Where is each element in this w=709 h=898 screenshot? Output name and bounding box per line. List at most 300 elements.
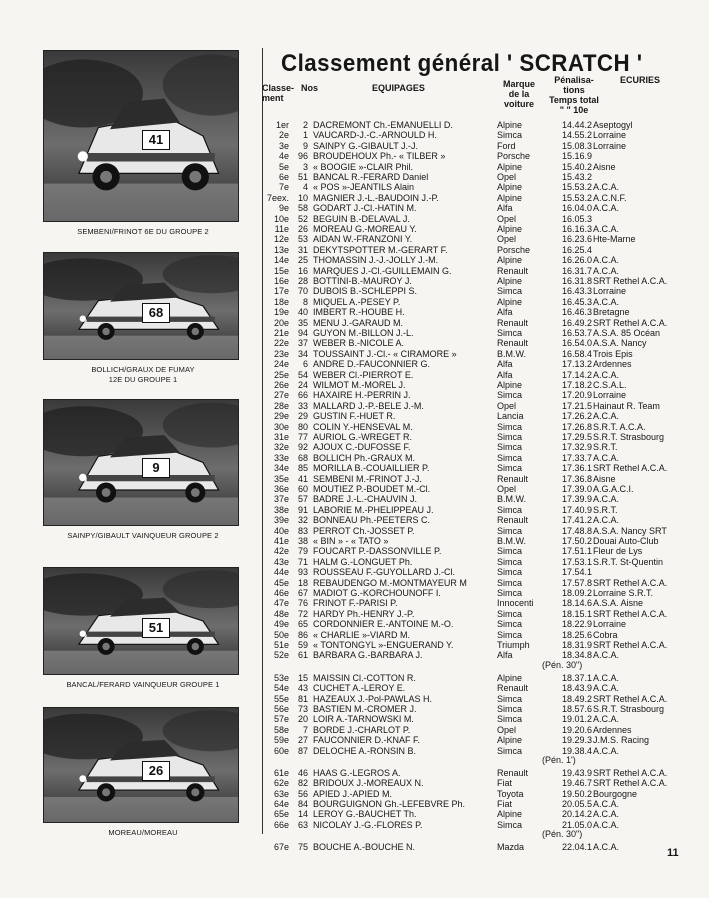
rank-cell: 22e (273, 338, 289, 349)
rank-cell: 19e (273, 307, 289, 318)
table-row (0, 141, 709, 152)
team-cell: Bretagne (593, 307, 630, 318)
table-row (0, 725, 709, 736)
make-cell: Alpine (497, 735, 523, 746)
number-cell: 4 (302, 182, 308, 193)
time-cell: 16.26.0 (561, 255, 592, 266)
team-cell: SRT Rethel A.C.A. (593, 693, 668, 704)
crew-cell: APIED J.-APIED M. (313, 788, 393, 799)
time-cell: 16.23.6 (561, 234, 592, 245)
table-row (0, 203, 709, 214)
time-cell: 14.44.2 (561, 120, 592, 130)
time-cell: 18.57.6 (561, 703, 592, 714)
crew-cell: BOLLICH Ph.-GRAUX M. (313, 452, 416, 463)
team-cell: Hte-Marne (593, 234, 636, 245)
time-cell: 17.53.1 (561, 556, 592, 567)
crew-cell: AIDAN W.-FRANZONI Y. (313, 234, 413, 245)
rank-cell: 13e (273, 244, 289, 255)
make-cell: Toyota (497, 788, 524, 799)
number-cell: 6 (302, 359, 308, 370)
rank-cell: 62e (273, 778, 289, 789)
time-cell: 16.54.0 (561, 338, 592, 349)
rank-cell: 21e (273, 328, 289, 338)
team-cell: SRT Rethel A.C.A. (593, 577, 668, 588)
table-row (0, 567, 709, 578)
rank-cell: 12e (273, 234, 289, 245)
number-cell: 77 (297, 432, 308, 442)
car-number-label: 51 (142, 618, 170, 638)
table-row (0, 474, 709, 485)
number-cell: 70 (297, 286, 308, 297)
table-row (0, 735, 709, 746)
number-cell: 58 (297, 203, 308, 214)
number-cell: 59 (297, 640, 308, 650)
rank-cell: 46e (273, 588, 289, 598)
photo-caption-line: BOLLICH/GRAUX DE FUMAY (91, 365, 195, 374)
number-cell: 38 (297, 536, 308, 546)
make-cell: Alpine (497, 809, 523, 820)
time-cell: 17.36.1 (561, 463, 592, 474)
make-cell: Simca (497, 452, 523, 463)
rank-cell: 4e (278, 151, 289, 162)
team-cell: A.C.A. (593, 265, 620, 276)
crew-cell: ROUSSEAU F.-GUYOLLARD J.-Cl. (313, 567, 456, 578)
make-cell: Simca (497, 286, 523, 297)
number-cell: 34 (297, 348, 308, 359)
number-cell: 61 (297, 650, 308, 661)
header-marque-line2: de la (508, 89, 530, 99)
team-cell: S.R.T. Strasbourg (593, 432, 665, 442)
number-cell: 83 (297, 525, 308, 536)
photo-caption-line: SAINPY/GIBAULT VAINQUEUR GROUPE 2 (67, 531, 219, 540)
table-row (0, 442, 709, 453)
crew-cell: BROUDEHOUX Ph.- « TILBER » (313, 151, 446, 162)
crew-cell: MAISSIN Cl.-COTTON R. (313, 672, 416, 683)
team-cell: Lorraine S.R.T. (593, 588, 654, 598)
table-row (0, 359, 709, 370)
number-cell: 68 (297, 452, 308, 463)
table-row (0, 245, 709, 256)
table-row (0, 390, 709, 401)
time-cell: 17.41.2 (561, 515, 592, 526)
car-number-label: 26 (142, 761, 170, 781)
rank-cell: 53e (273, 672, 289, 683)
number-cell: 25 (297, 255, 308, 266)
time-cell: 18.34.8 (561, 650, 592, 661)
crew-cell: BRIDOUX J.-MOREAUX N. (313, 778, 424, 789)
make-cell: Fiat (497, 778, 513, 789)
table-row (0, 328, 709, 339)
time-cell: 16.16.3 (561, 224, 592, 234)
rank-cell: 25e (273, 369, 289, 380)
table-row (0, 307, 709, 318)
crew-cell: LABORIE M.-PHELIPPEAU J. (313, 504, 434, 515)
rank-cell: 1er (275, 120, 289, 130)
make-cell: Alfa (497, 359, 513, 370)
table-row (0, 526, 709, 537)
table-row (0, 286, 709, 297)
make-cell: Simca (497, 504, 523, 515)
number-cell: 2 (302, 120, 308, 130)
rank-cell: 28e (273, 400, 289, 411)
table-row (0, 809, 709, 820)
make-cell: Alpine (497, 192, 523, 203)
team-cell: A.C.A. (593, 255, 620, 266)
team-cell: A.C.A. (593, 842, 620, 853)
make-cell: Alpine (497, 224, 523, 234)
time-cell: 16.53.7 (561, 328, 592, 338)
number-cell: 75 (297, 842, 308, 853)
rank-cell: 6e (278, 172, 289, 182)
car-number-label: 9 (142, 458, 170, 478)
rank-cell: 33e (273, 452, 289, 463)
penalty-note: (Pén. 30") (542, 659, 583, 670)
time-cell: 15.16.9 (561, 151, 592, 162)
crew-cell: MORILLA B.-COUAILLIER P. (313, 463, 430, 474)
number-cell: 86 (297, 629, 308, 640)
car-number-label: 68 (142, 303, 170, 323)
time-cell: 17.40.9 (561, 504, 592, 515)
rank-cell: 63e (273, 788, 289, 799)
table-row (0, 799, 709, 810)
rank-cell: 52e (273, 650, 289, 661)
make-cell: Lancia (497, 411, 524, 422)
table-row (0, 536, 709, 547)
team-cell: Aseptogyl (593, 120, 633, 130)
rank-cell: 37e (273, 494, 289, 505)
table-row (0, 515, 709, 526)
rank-cell: 56e (273, 703, 289, 714)
table-row (0, 255, 709, 266)
crew-cell: MOREAU G.-MOREAU Y. (313, 224, 417, 234)
crew-cell: SEMBENI M.-FRINOT J.-J. (313, 473, 422, 484)
rank-cell: 60e (273, 745, 289, 756)
time-cell: 15.53.2 (561, 192, 592, 203)
crew-cell: FRINOT F.-PARISI P. (313, 598, 398, 609)
make-cell: Alpine (497, 296, 523, 307)
crew-cell: CORDONNIER E.-ANTOINE M.-O. (313, 619, 454, 630)
make-cell: Simca (497, 745, 523, 756)
time-cell: 18.09.2 (561, 588, 592, 598)
rank-cell: 32e (273, 442, 289, 453)
rank-cell: 45e (273, 577, 289, 588)
number-cell: 51 (297, 172, 308, 182)
team-cell: Lorraine (593, 286, 627, 297)
rank-cell: 41e (273, 536, 289, 546)
team-cell: S.R.T. (593, 442, 618, 453)
time-cell: 15.40.2 (561, 161, 592, 172)
table-row (0, 432, 709, 443)
table-row (0, 276, 709, 287)
rank-cell: 34e (273, 463, 289, 474)
make-cell: Simca (497, 567, 523, 578)
make-cell: Simca (497, 130, 523, 141)
crew-cell: WILMOT M.-MOREL J. (313, 380, 406, 390)
rank-cell: 49e (273, 619, 289, 630)
team-cell: Cobra (593, 629, 618, 640)
table-row (0, 494, 709, 505)
make-cell: Alpine (497, 255, 523, 266)
team-cell: A.C.A. (593, 182, 620, 193)
penalty-note: (Pén. 1') (542, 754, 576, 765)
number-cell: 80 (297, 421, 308, 432)
number-cell: 53 (297, 234, 308, 245)
table-row (0, 484, 709, 495)
time-cell: 17.36.8 (561, 473, 592, 484)
make-cell: Alfa (497, 307, 513, 318)
crew-cell: BOUCHE A.-BOUCHE N. (313, 842, 416, 853)
time-cell: 19.50.2 (561, 788, 592, 799)
penalty-note: (Pén. 30") (542, 829, 583, 840)
table-row (0, 151, 709, 162)
rank-cell: 7eex. (266, 192, 289, 203)
team-cell: A.C.A. (593, 494, 620, 505)
time-cell: 17.29.5 (561, 432, 592, 442)
number-cell: 32 (297, 515, 308, 526)
header-classement (262, 83, 294, 103)
table-row (0, 380, 709, 391)
make-cell: Simca (497, 703, 523, 714)
table-row (0, 578, 709, 589)
team-cell: A.C.A. (593, 515, 620, 526)
team-cell: A.C.A. (593, 369, 620, 380)
make-cell: Simca (497, 442, 523, 453)
team-cell: Bourgogne (593, 788, 638, 799)
rank-cell: 61e (273, 767, 289, 778)
header-ecuries: ECURIES (620, 75, 661, 85)
crew-cell: PERROT Ch.-JOSSET P. (313, 525, 415, 536)
make-cell: Alfa (497, 203, 513, 214)
crew-cell: REBAUDENGO M.-MONTMAYEUR M (313, 577, 467, 588)
make-cell: Simca (497, 619, 523, 630)
make-cell: Simca (497, 588, 523, 598)
team-cell: A.S.A. Nancy SRT (593, 525, 667, 536)
table-row (0, 411, 709, 422)
crew-cell: LOIR A.-TARNOWSKI M. (313, 714, 414, 725)
crew-cell: MADIOT G.-KORCHOUNOFF I. (313, 588, 441, 598)
photo-caption-line: MOREAU/MOREAU (108, 828, 178, 837)
make-cell: Renault (497, 515, 529, 526)
crew-cell: BEGUIN B.-DELAVAL J. (313, 213, 410, 224)
team-cell: Lorraine (593, 140, 627, 151)
crew-cell: « TONTONGYL »-ENGUERAND Y. (313, 640, 454, 650)
time-cell: 17.50.2 (561, 536, 592, 546)
team-cell: A.C.A. (593, 224, 620, 234)
number-cell: 91 (297, 504, 308, 515)
crew-cell: TOUSSAINT J.-Cl.- « CIRAMORE » (313, 348, 457, 359)
table-row (0, 338, 709, 349)
time-cell: 17.26.8 (561, 421, 592, 432)
number-cell: 66 (297, 390, 308, 401)
number-cell: 41 (297, 473, 308, 484)
make-cell: Simca (497, 608, 523, 619)
rank-cell: 9e (278, 203, 289, 214)
team-cell: S.R.T. (593, 504, 618, 515)
team-cell: Lorraine (593, 390, 627, 401)
team-cell: A.G.A.C.I. (593, 484, 634, 494)
time-cell: 17.39.9 (561, 494, 592, 505)
number-cell: 1 (302, 130, 308, 141)
make-cell: Opel (497, 213, 517, 224)
time-cell: 17.33.7 (561, 452, 592, 463)
rank-cell: 48e (273, 608, 289, 619)
team-cell: A.C.A. (593, 411, 620, 422)
rank-cell: 47e (273, 598, 289, 609)
crew-cell: BOTTINI-B.-MAUROY J. (313, 276, 412, 286)
rank-cell: 66e (273, 819, 289, 830)
make-cell: Simca (497, 629, 523, 640)
make-cell: B.M.W. (497, 348, 526, 359)
team-cell: Lorraine (593, 619, 627, 630)
number-cell: 31 (297, 244, 308, 255)
crew-cell: MAGNIER J.-L.-BAUDOIN J.-P. (313, 192, 439, 203)
make-cell: B.M.W. (497, 536, 526, 546)
crew-cell: COLIN Y.-HENSEVAL M. (313, 421, 413, 432)
crew-cell: DACREMONT Ch.-EMANUELLI D. (313, 120, 453, 130)
time-cell: 17.18.2 (561, 380, 592, 390)
rank-cell: 14e (273, 255, 289, 266)
table-row (0, 172, 709, 183)
number-cell: 26 (297, 224, 308, 234)
rank-cell: 65e (273, 809, 289, 820)
make-cell: Simca (497, 556, 523, 567)
table-row (0, 704, 709, 715)
number-cell: 65 (297, 619, 308, 630)
table-row (0, 120, 709, 131)
make-cell: Alpine (497, 276, 523, 286)
time-cell: 17.39.0 (561, 484, 592, 494)
crew-cell: GODART J.-Cl.-HATIN M. (313, 203, 417, 214)
crew-cell: BASTIEN M.-CROMER J. (313, 703, 417, 714)
number-cell: 92 (297, 442, 308, 453)
make-cell: Renault (497, 317, 529, 328)
photo-caption-line: 12E DU GROUPE 1 (108, 375, 178, 384)
time-cell: 22.04.1 (561, 842, 592, 853)
time-cell: 18.15.1 (561, 608, 592, 619)
table-row (0, 505, 709, 516)
rank-cell: 59e (273, 735, 289, 746)
crew-cell: MIQUEL A.-PESEY P. (313, 296, 401, 307)
rank-cell: 39e (273, 515, 289, 526)
time-cell: 19.43.9 (561, 767, 592, 778)
crew-cell: BARBARA G.-BARBARA J. (313, 650, 423, 661)
table-row (0, 588, 709, 599)
table-row (0, 318, 709, 329)
number-cell: 14 (297, 809, 308, 820)
rank-cell: 35e (273, 473, 289, 484)
crew-cell: NICOLAY J.-G.-FLORES P. (313, 819, 423, 830)
team-cell: A.C.A. (593, 452, 620, 463)
number-cell: 67 (297, 588, 308, 598)
crew-cell: MOUTIEZ P.-BOUDET M.-Cl. (313, 484, 431, 494)
crew-cell: DEKYTSPOTTER M.-GERART F. (313, 244, 448, 255)
team-cell: C.S.A.L. (593, 380, 627, 390)
number-cell: 84 (297, 799, 308, 809)
make-cell: Alfa (497, 650, 513, 661)
table-row (0, 609, 709, 620)
team-cell: A.C.A. (593, 672, 620, 683)
crew-cell: BADRE J.-L.-CHAUVIN J. (313, 494, 418, 505)
number-cell: 24 (297, 380, 308, 390)
rank-cell: 54e (273, 683, 289, 694)
number-cell: 15 (297, 672, 308, 683)
page-number: 11 (667, 847, 679, 859)
number-cell: 16 (297, 265, 308, 276)
make-cell: Innocenti (497, 598, 534, 609)
team-cell: A.C.A. (593, 203, 620, 214)
make-cell: Renault (497, 473, 529, 484)
time-cell: 17.20.9 (561, 390, 592, 401)
make-cell: Simca (497, 577, 523, 588)
header-marque-line3: voiture (503, 99, 534, 109)
time-cell: 17.26.2 (561, 411, 592, 422)
rank-cell: 16e (273, 276, 289, 286)
make-cell: Alpine (497, 161, 523, 172)
page-title: Classement général ' SCRATCH ' (281, 50, 643, 77)
number-cell: 40 (297, 307, 308, 318)
rank-cell: 44e (273, 567, 289, 578)
make-cell: Renault (497, 767, 529, 778)
crew-cell: HAZEAUX J.-Pol-PAWLAS H. (313, 693, 433, 704)
crew-cell: THOMASSIN J.-J.-JOLLY J.-M. (313, 255, 439, 266)
make-cell: Simca (497, 546, 523, 557)
table-row (0, 224, 709, 235)
make-cell: Opel (497, 484, 517, 494)
crew-cell: AURIOL G.-WREGET R. (313, 432, 413, 442)
number-cell: 79 (297, 546, 308, 557)
table-row (0, 182, 709, 193)
make-cell: Triumph (497, 640, 530, 650)
table-row (0, 193, 709, 204)
time-cell: 18.37.1 (561, 672, 592, 683)
number-cell: 3 (302, 161, 308, 172)
time-cell: 14.55.2 (561, 130, 592, 141)
make-cell: Opel (497, 400, 517, 411)
make-cell: Renault (497, 338, 529, 349)
make-cell: Opel (497, 724, 517, 735)
number-cell: 28 (297, 276, 308, 286)
rank-cell: 5e (278, 161, 289, 172)
number-cell: 54 (297, 369, 308, 380)
table-row (0, 598, 709, 609)
rank-cell: 20e (273, 317, 289, 328)
time-cell: 17.54.1 (561, 567, 592, 578)
team-cell: S.R.T. Strasbourg (593, 703, 665, 714)
table-row (0, 463, 709, 474)
number-cell: 82 (297, 778, 308, 789)
table-row (0, 162, 709, 173)
number-cell: 81 (297, 693, 308, 704)
time-cell: 18.49.2 (561, 693, 592, 704)
number-cell: 29 (297, 411, 308, 422)
number-cell: 76 (297, 598, 308, 609)
table-row (0, 297, 709, 308)
table-row (0, 370, 709, 381)
time-cell: 17.21.5 (561, 400, 592, 411)
crew-cell: DELOCHE A.-RONSIN B. (313, 745, 417, 756)
team-cell: Hainaut R. Team (593, 400, 660, 411)
make-cell: Porsche (497, 151, 531, 162)
time-cell: 18.25.6 (561, 629, 592, 640)
time-cell: 21.05.0 (561, 819, 592, 830)
time-cell: 18.22.9 (561, 619, 592, 630)
number-cell: 7 (302, 724, 308, 735)
crew-cell: HALM G.-LONGUET Ph. (313, 556, 413, 567)
make-cell: Alfa (497, 369, 513, 380)
number-cell: 37 (297, 338, 308, 349)
crew-cell: MARQUES J.-Cl.-GUILLEMAIN G. (313, 265, 452, 276)
crew-cell: MENU J.-GARAUD M. (313, 317, 403, 328)
